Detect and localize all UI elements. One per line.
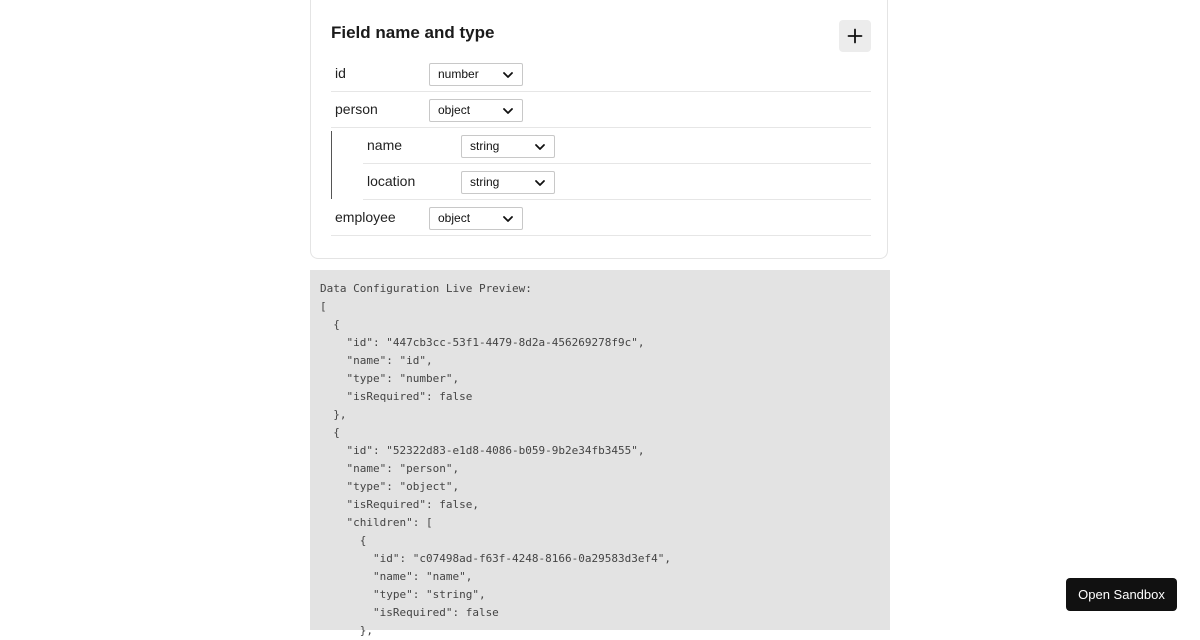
field-type-value: object xyxy=(438,211,471,225)
field-row-id xyxy=(331,56,871,92)
chevron-down-icon xyxy=(502,105,514,117)
preview-code xyxy=(320,280,671,640)
field-type-select[interactable] xyxy=(461,135,555,158)
field-row-location xyxy=(363,164,871,200)
field-name: id xyxy=(335,65,346,81)
field-type-select[interactable] xyxy=(429,99,523,122)
preview-json: [ { "id": "447cb3cc-53f1-4479-8d2a-456269278f9c", "name": "id", "type": "number", "isRequired": false }, { "id": "52322d83-e1d8-4086-b059-9b2e34fb3455", "name": "person", "type": "object", "isRequired": false, "children": [ { "id": "c07498ad-f63f-4248-8166-0a29583d3ef4", "name": "name", "type": "string", "isRequired": false }, xyxy=(320,300,671,637)
field-row-person xyxy=(331,92,871,128)
nested-indent-line xyxy=(331,131,332,199)
chevron-down-icon xyxy=(534,141,546,153)
field-name: person xyxy=(335,101,378,117)
field-type-value: string xyxy=(470,139,500,153)
field-name: employee xyxy=(335,209,396,225)
live-preview-panel xyxy=(310,270,890,637)
field-name: name xyxy=(367,137,403,153)
field-type-value: object xyxy=(438,103,471,117)
field-type-value: string xyxy=(470,175,500,189)
chevron-down-icon xyxy=(534,177,546,189)
field-row-name xyxy=(363,128,871,164)
field-row-employee xyxy=(331,200,871,236)
panel-title: Field name and type xyxy=(331,23,495,42)
chevron-down-icon xyxy=(502,213,514,225)
field-type-select[interactable] xyxy=(429,63,523,86)
field-name: location xyxy=(367,173,416,189)
preview-heading: Data Configuration Live Preview: xyxy=(320,282,532,295)
chevron-down-icon xyxy=(502,69,514,81)
fields-panel xyxy=(310,0,888,259)
plus-icon xyxy=(847,28,863,44)
field-type-select[interactable] xyxy=(461,171,555,194)
field-type-select[interactable] xyxy=(429,207,523,230)
add-field-button[interactable] xyxy=(839,20,871,52)
field-type-value: number xyxy=(438,67,479,81)
open-sandbox-button[interactable]: Open Sandbox xyxy=(1066,578,1177,611)
